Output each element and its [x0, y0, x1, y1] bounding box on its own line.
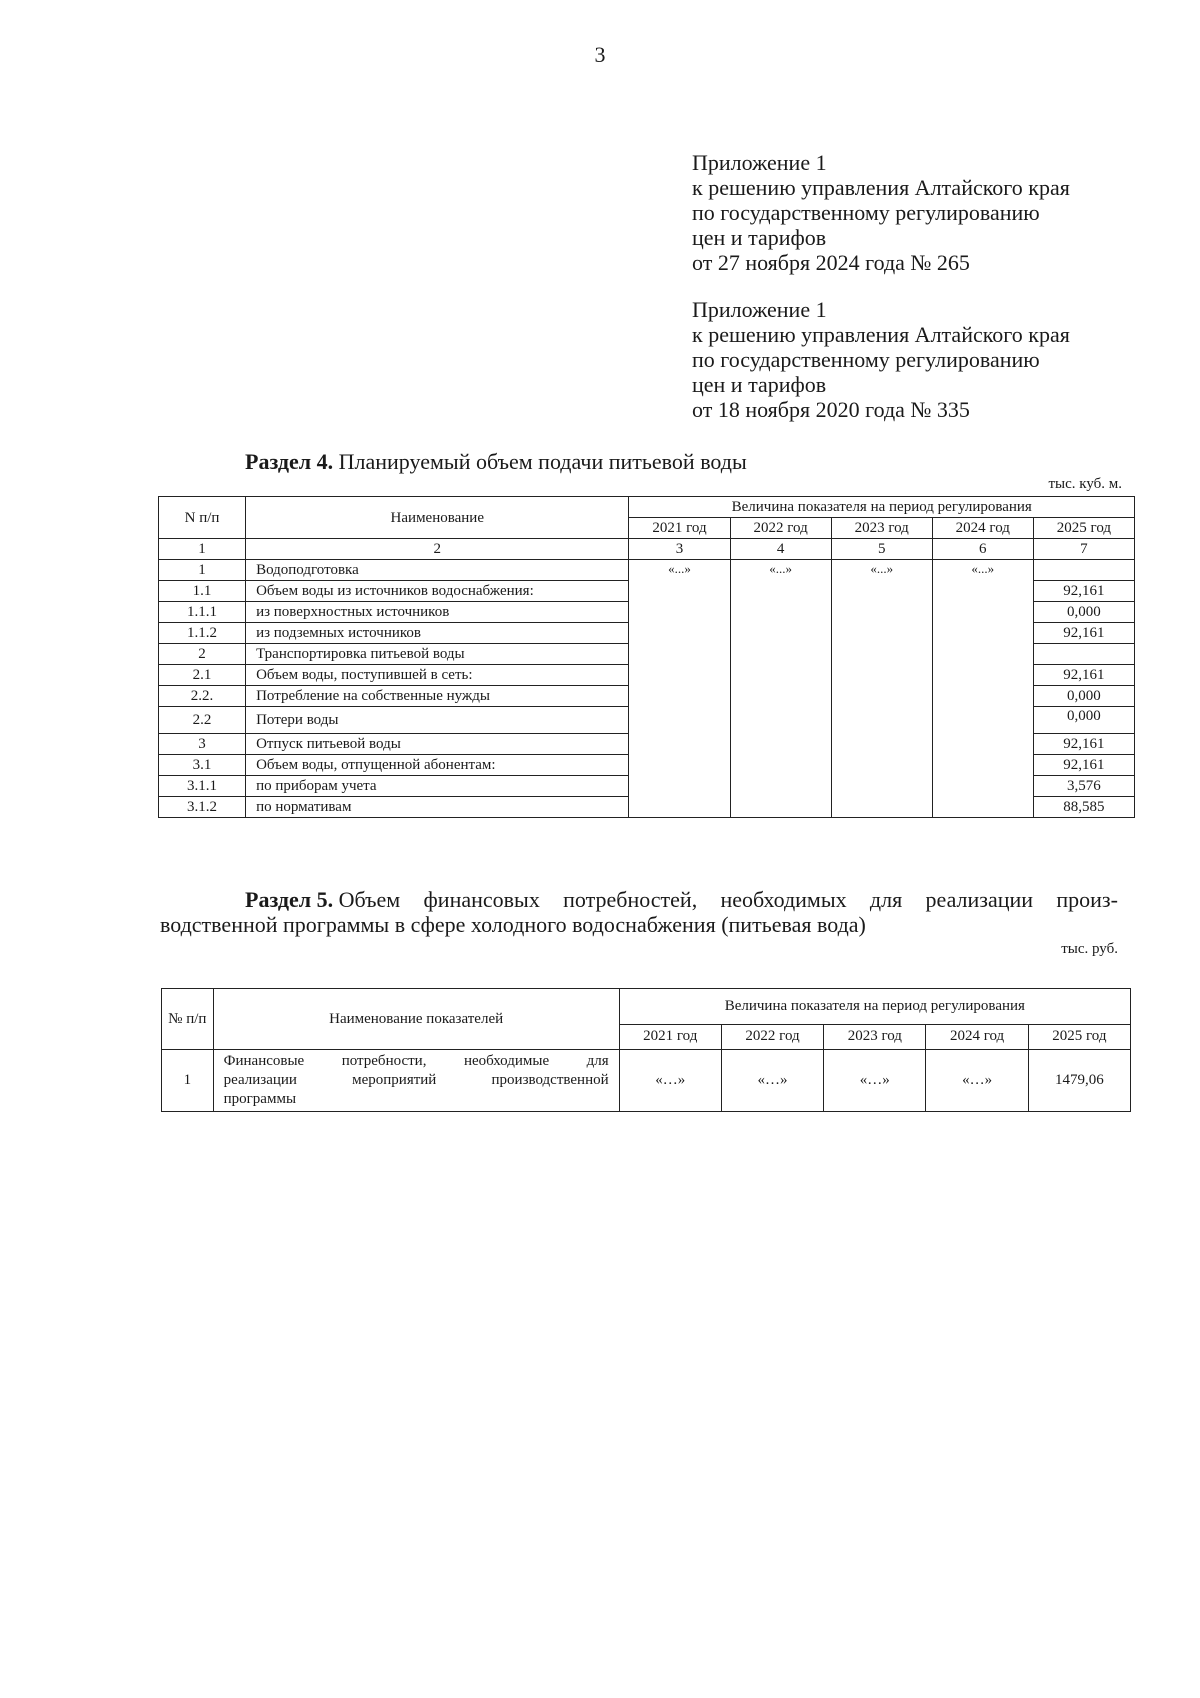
appendix-line: к решению управления Алтайского края [692, 175, 1070, 200]
appendix-line: по государственному регулированию [692, 200, 1040, 225]
header-year: 2025 год [1028, 1024, 1130, 1049]
appendix-line: Приложение 1 [692, 150, 827, 175]
col-number: 2 [246, 539, 629, 560]
row-name: Отпуск питьевой воды [246, 734, 629, 755]
row-name: Водоподготовка [246, 560, 629, 581]
appendix-line: цен и тарифов [692, 372, 827, 397]
row-value [1033, 644, 1134, 665]
row-num: 2.1 [159, 665, 246, 686]
row-name-line: Финансовые потребности, необходимые для [223, 1053, 609, 1069]
appendix-line: Приложение 1 [692, 297, 827, 322]
title-word: реализации [925, 887, 1034, 912]
row-value: 0,000 [1033, 686, 1134, 707]
section5-title-line2: водственной программы в сфере холодного водоснабжения (питьевая вода) [160, 912, 866, 937]
page-number: 3 [594, 42, 606, 67]
appendix-line: по государственному регулированию [692, 347, 1040, 372]
row-value: 1479,06 [1028, 1050, 1130, 1112]
header-name: Наименование показателей [213, 989, 619, 1050]
row-name: Потери воды [246, 707, 629, 734]
row-name-line: реализации мероприятий производственной [223, 1072, 609, 1088]
row-name: из подземных источников [246, 623, 629, 644]
appendix-line: от 27 ноября 2024 года № 265 [692, 250, 970, 275]
value-placeholder: «...» [730, 560, 831, 818]
header-year: 2022 год [730, 518, 831, 539]
table-row [159, 560, 1135, 581]
header-year: 2022 год [721, 1024, 823, 1049]
row-value: 92,161 [1033, 623, 1134, 644]
row-num: 2 [159, 644, 246, 665]
section5-title-line1 [160, 887, 1118, 912]
row-value: 3,576 [1033, 776, 1134, 797]
table-row [162, 1050, 1131, 1112]
row-value: 0,000 [1033, 602, 1134, 623]
row-value: «…» [721, 1050, 823, 1112]
title-word: потребностей, [563, 887, 698, 912]
col-number: 1 [159, 539, 246, 560]
header-year: 2023 год [824, 1024, 926, 1049]
section5-table [161, 988, 1131, 1112]
row-num: 3.1.2 [159, 797, 246, 818]
section4-table [158, 496, 1135, 818]
header-name: Наименование [246, 497, 629, 539]
title-word: для [869, 887, 903, 912]
row-name [213, 1050, 619, 1112]
header-year: 2021 год [629, 518, 730, 539]
row-value: 92,161 [1033, 755, 1134, 776]
title-word: необходимых [720, 887, 847, 912]
title-word: Объем [338, 887, 401, 912]
header-year: 2024 год [932, 518, 1033, 539]
col-number: 4 [730, 539, 831, 560]
row-value: «…» [824, 1050, 926, 1112]
row-value: «…» [926, 1050, 1028, 1112]
row-value: «…» [619, 1050, 721, 1112]
header-num: N п/п [159, 497, 246, 539]
value-placeholder: «...» [831, 560, 932, 818]
title-word: произ- [1056, 887, 1118, 912]
col-number: 7 [1033, 539, 1134, 560]
header-year: 2021 год [619, 1024, 721, 1049]
row-value: 92,161 [1033, 581, 1134, 602]
header-period: Величина показателя на период регулирования [629, 497, 1135, 518]
section4-title [245, 449, 747, 475]
row-num: 3.1.1 [159, 776, 246, 797]
row-name: по нормативам [246, 797, 629, 818]
row-value: 0,000 [1033, 707, 1134, 734]
row-num: 3 [159, 734, 246, 755]
appendix-line: от 18 ноября 2020 года № 335 [692, 397, 970, 422]
col-number: 3 [629, 539, 730, 560]
section4-unit: тыс. куб. м. [1048, 476, 1122, 492]
appendix-note-original [692, 297, 1162, 422]
section5-title [160, 887, 1118, 937]
row-name: Потребление на собственные нужды [246, 686, 629, 707]
section4-title-text: Планируемый объем подачи питьевой воды [338, 449, 747, 474]
row-value [1033, 560, 1134, 581]
section4-title-bold: Раздел 4. [245, 449, 334, 474]
row-name-line: программы [223, 1091, 297, 1107]
row-value: 92,161 [1033, 665, 1134, 686]
value-placeholder: «...» [932, 560, 1033, 818]
section5-title-bold: Раздел 5. [245, 887, 334, 912]
header-num-text: № п/п [168, 1010, 207, 1027]
col-number: 6 [932, 539, 1033, 560]
row-name: по приборам учета [246, 776, 629, 797]
row-num: 2.2 [159, 707, 246, 734]
header-num [162, 989, 214, 1050]
row-num: 2.2. [159, 686, 246, 707]
header-period: Величина показателя на период регулирования [619, 989, 1130, 1025]
row-value: 92,161 [1033, 734, 1134, 755]
section5-unit: тыс. руб. [1061, 941, 1118, 957]
row-num: 1.1.2 [159, 623, 246, 644]
header-year: 2025 год [1033, 518, 1134, 539]
row-name: Объем воды, поступившей в сеть: [246, 665, 629, 686]
appendix-line: к решению управления Алтайского края [692, 322, 1070, 347]
header-year: 2023 год [831, 518, 932, 539]
value-placeholder: «...» [629, 560, 730, 818]
row-name: Объем воды, отпущенной абонентам: [246, 755, 629, 776]
col-number: 5 [831, 539, 932, 560]
row-num: 3.1 [159, 755, 246, 776]
appendix-line: цен и тарифов [692, 225, 827, 250]
row-num: 1.1.1 [159, 602, 246, 623]
row-num: 1 [159, 560, 246, 581]
title-word: финансовых [423, 887, 540, 912]
row-name: Транспортировка питьевой воды [246, 644, 629, 665]
row-num: 1.1 [159, 581, 246, 602]
row-num: 1 [162, 1050, 214, 1112]
row-name: из поверхностных источников [246, 602, 629, 623]
row-name: Объем воды из источников водоснабжения: [246, 581, 629, 602]
header-year: 2024 год [926, 1024, 1028, 1049]
row-value: 88,585 [1033, 797, 1134, 818]
appendix-note-current [692, 150, 1162, 275]
